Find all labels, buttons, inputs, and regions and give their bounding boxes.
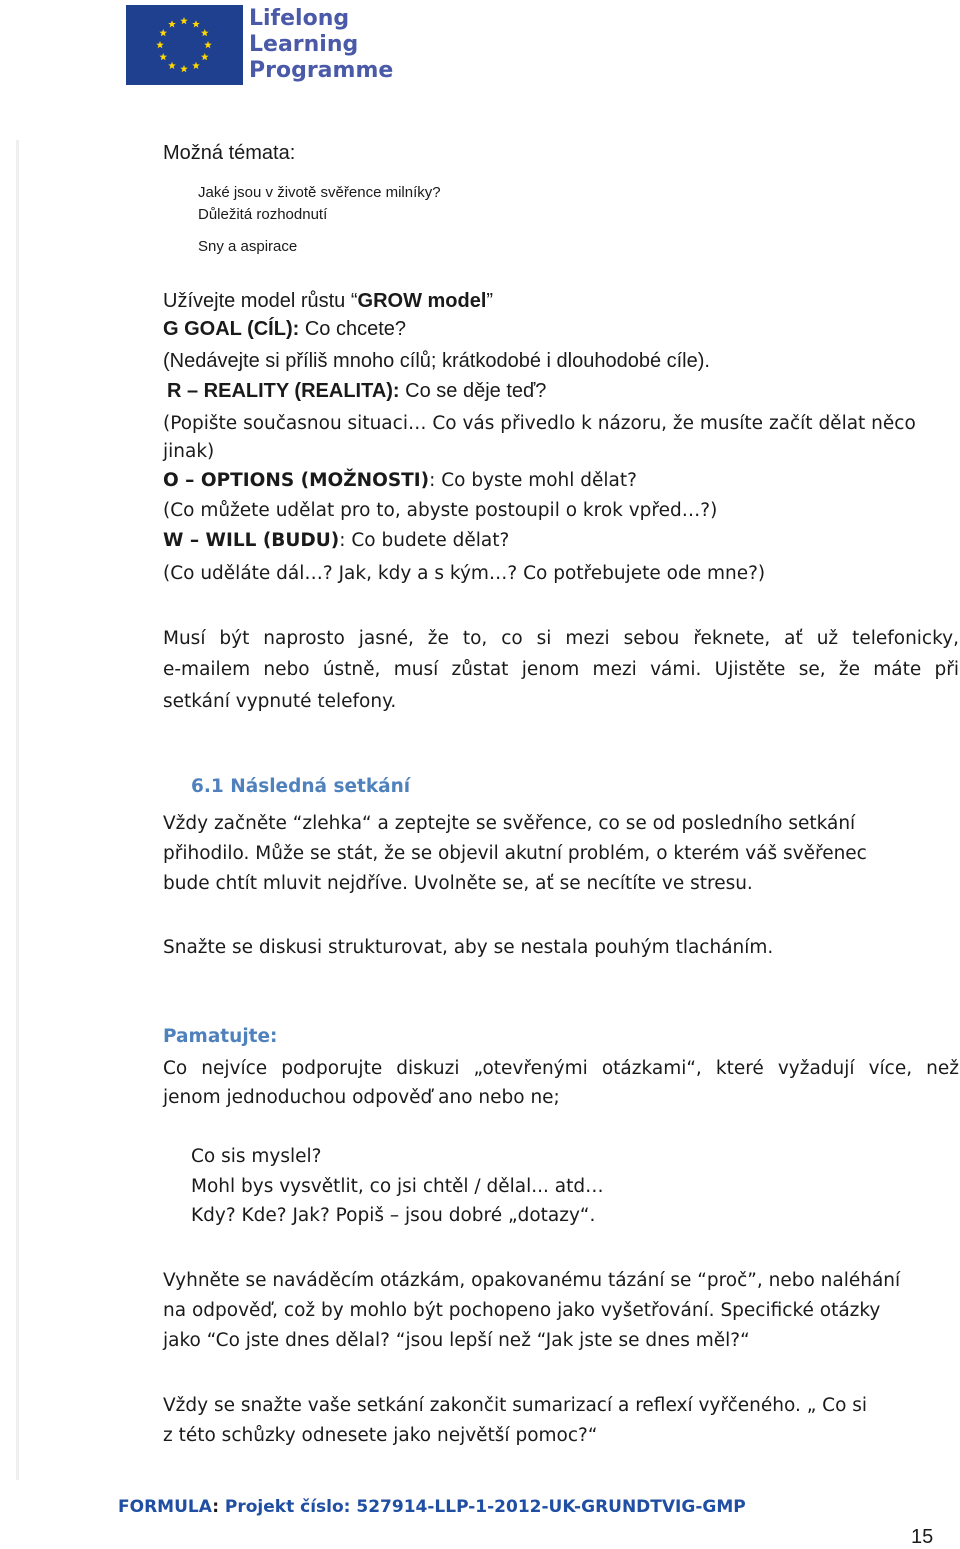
remember-heading: Pamatujte: xyxy=(163,1026,278,1047)
topics-heading: Možná témata: xyxy=(163,142,296,164)
logo-line-3: Programme xyxy=(249,58,394,83)
confidential-line-1: Musí být naprosto jasné, že to, co si mezi sebou řeknete, ať už telefonicky, xyxy=(163,628,959,649)
section-para-line-3: bude chtít mluvit nejdříve. Uvolněte se, ať se necítíte ve stresu. xyxy=(163,873,753,894)
eu-star-icon xyxy=(159,29,167,36)
section-para-2: Snažte se diskusi strukturovat, aby se nestala pouhým tlacháním. xyxy=(163,937,774,958)
grow-goal-note: (Nedávejte si příliš mnoho cílů; krátkodobé i dlouhodobé cíle). xyxy=(163,350,710,372)
avoid-line-2: na odpověď, což by mohlo být pochopeno jako vyšetřování. Specifické otázky xyxy=(163,1300,881,1321)
grow-goal: G GOAL (CÍL): Co chcete? xyxy=(163,318,407,340)
grow-will-note: (Co uděláte dál…? Jak, kdy a s kým…? Co potřebujete ode mne?) xyxy=(163,563,766,584)
grow-options: O – OPTIONS (MOŽNOSTI): Co byste mohl dělat? xyxy=(163,470,637,491)
avoid-line-1: Vyhněte se naváděcím otázkám, opakovanému tázání se “proč”, nebo naléhání xyxy=(163,1270,901,1291)
eu-stars-icon xyxy=(126,5,243,85)
page-edge-line xyxy=(16,140,19,1480)
topic-item: Sny a aspirace xyxy=(198,238,298,255)
avoid-line-3: jako “Co jste dnes dělal? “jsou lepší než “Jak jste se dnes měl?“ xyxy=(163,1330,750,1351)
remember-line-2: jenom jednoduchou odpověď ano nebo ne; xyxy=(163,1087,560,1108)
eu-star-icon xyxy=(180,17,188,24)
eu-flag-logo xyxy=(126,5,243,85)
page-number: 15 xyxy=(911,1526,934,1548)
grow-intro: Užívejte model růstu “GROW model” xyxy=(163,290,494,312)
topic-item: Jaké jsou v životě svěřence milníky? xyxy=(198,184,441,201)
logo-line-2: Learning xyxy=(249,32,359,57)
logo-line-1: Lifelong xyxy=(249,6,350,31)
question-item: Mohl bys vysvětlit, co jsi chtěl / dělal... atd… xyxy=(191,1176,604,1197)
confidential-line-2: e-mailem nebo ústně, musí zůstat jenom mezi vámi. Ujistěte se, že máte při xyxy=(163,659,959,680)
eu-star-icon xyxy=(168,20,176,27)
confidential-line-3: setkání vypnuté telefony. xyxy=(163,691,397,712)
topic-item: Důležitá rozhodnutí xyxy=(198,206,328,223)
footer-project: FORMULA: Projekt číslo: 527914-LLP-1-2012-UK-GRUNDTVIG-GMP xyxy=(118,1497,746,1517)
eu-star-icon xyxy=(168,62,176,69)
section-para-line-2: přihodilo. Může se stát, že se objevil akutní problém, o kterém váš svěřenec xyxy=(163,843,867,864)
grow-reality-note-2: jinak) xyxy=(163,441,215,462)
eu-star-icon xyxy=(180,65,188,72)
eu-star-icon xyxy=(201,53,209,60)
section-heading: 6.1 Následná setkání xyxy=(191,776,411,797)
grow-will: W – WILL (BUDU): Co budete dělat? xyxy=(163,530,510,551)
question-item: Co sis myslel? xyxy=(191,1146,322,1167)
grow-reality: R – REALITY (REALITA): Co se děje teď? xyxy=(167,380,547,402)
grow-options-note: (Co můžete udělat pro to, abyste postoupil o krok vpřed…?) xyxy=(163,500,718,521)
eu-star-icon xyxy=(204,41,212,48)
closing-line-2: z této schůzky odnesete jako největší pomoc?“ xyxy=(163,1425,598,1446)
closing-line-1: Vždy se snažte vaše setkání zakončit sumarizací a reflexí vyřčeného. „ Co si xyxy=(163,1395,868,1416)
eu-star-icon xyxy=(192,20,200,27)
question-item: Kdy? Kde? Jak? Popiš – jsou dobré „dotazy“. xyxy=(191,1205,596,1226)
remember-line-1: Co nejvíce podporujte diskuzi „otevřenými otázkami“, které vyžadují více, než xyxy=(163,1058,959,1079)
eu-star-icon xyxy=(159,53,167,60)
grow-reality-note-1: (Popište současnou situaci… Co vás přivedlo k názoru, že musíte začít dělat něco xyxy=(163,413,916,434)
eu-star-icon xyxy=(201,29,209,36)
eu-star-icon xyxy=(156,41,164,48)
section-para-line-1: Vždy začněte “zlehka“ a zeptejte se svěřence, co se od posledního setkání xyxy=(163,813,856,834)
eu-star-icon xyxy=(192,62,200,69)
